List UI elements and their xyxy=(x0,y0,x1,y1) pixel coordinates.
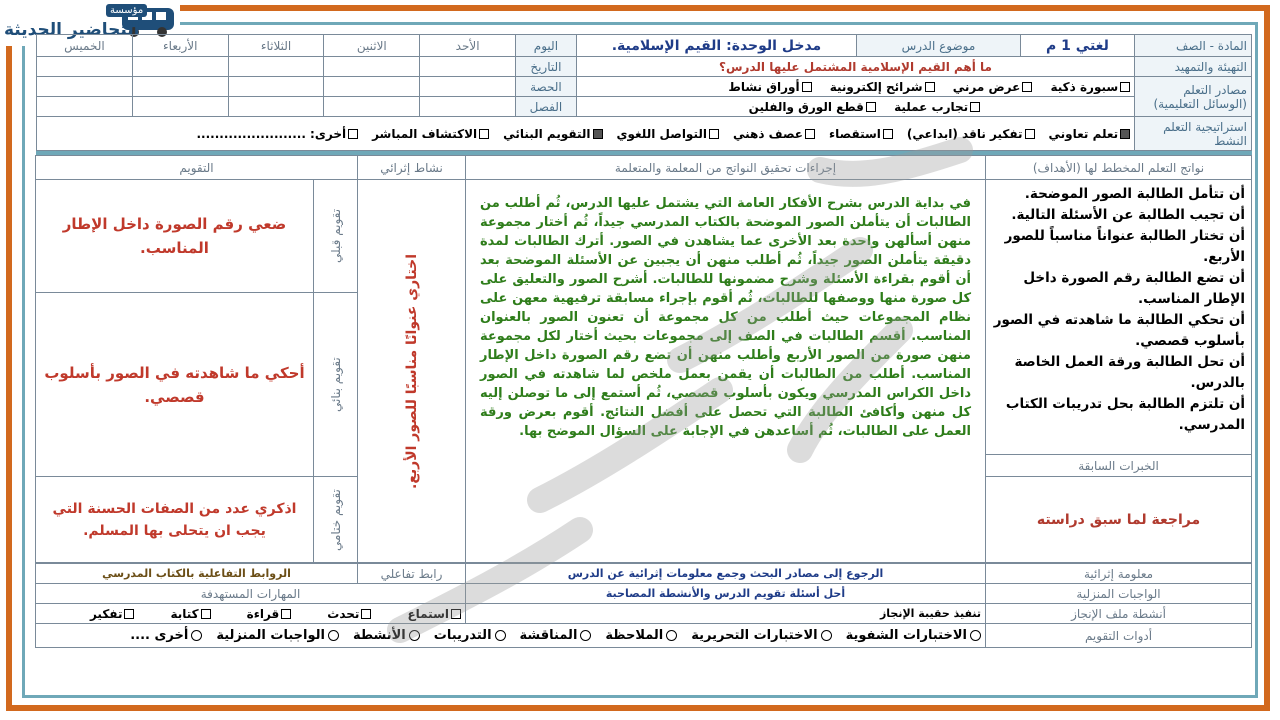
tool-radio[interactable] xyxy=(495,630,506,641)
strategy-label: استراتيجية التعلم النشط xyxy=(1135,117,1252,151)
eval-label-final-cell xyxy=(314,477,358,563)
tool-label-text: الملاحظة xyxy=(605,628,664,643)
top-table xyxy=(36,34,1252,151)
objectives-header: نواتج التعلم المخطط لها (الأهداف) xyxy=(986,156,1252,180)
tool-option xyxy=(691,628,831,643)
tool-label-text: الواجبات المنزلية xyxy=(216,628,325,643)
skill-option xyxy=(90,607,134,621)
eval-label-pre-cell xyxy=(314,180,358,293)
tool-option xyxy=(605,628,677,643)
enrich-label: معلومة إثرائية xyxy=(986,564,1252,584)
objective-item: أن تلتزم الطالبة بحل تدريبات الكتاب المدرسي. xyxy=(1005,396,1245,433)
resource-paper-cork: قطع الورق والفلين xyxy=(748,99,864,114)
objective-item: أن تحكي الطالبة ما شاهدته في الصور بأسلوب قصصي. xyxy=(993,312,1245,349)
skill-label-text: كتابة xyxy=(170,606,199,621)
checkbox-experiments[interactable] xyxy=(970,102,980,112)
day-thursday: الخميس xyxy=(37,35,133,57)
strategy-label-text: أخرى: ........................ xyxy=(196,126,347,141)
checkbox-flexible-display[interactable] xyxy=(1022,82,1032,92)
checkbox-slides[interactable] xyxy=(925,82,935,92)
link-label: رابط تفاعلي xyxy=(358,564,466,584)
day-sunday: الأحد xyxy=(420,35,516,57)
strategy-label-text: التقويم البنائي xyxy=(503,126,591,141)
resources-row-2 xyxy=(576,97,1134,117)
tool-radio[interactable] xyxy=(821,630,832,641)
skill-checkbox[interactable] xyxy=(124,609,134,619)
enrich-value: الرجوع إلى مصادر البحث وجمع معلومات إثرائية عن الدرس xyxy=(466,564,986,584)
strategy-option xyxy=(503,127,602,141)
intro-value: ما أهم القيم الإسلامية المشتمل عليها الدرس؟ xyxy=(576,57,1134,77)
eval-label-final: تقويم ختامي xyxy=(328,488,343,551)
skill-option xyxy=(407,607,461,621)
day-tuesday: الثلاثاء xyxy=(228,35,324,57)
tool-option xyxy=(216,628,339,643)
tools-label: أدوات التقويم xyxy=(986,624,1252,648)
resource-smartboard: سبورة ذكية xyxy=(1050,79,1119,94)
eval-label-pre: تقويم قبلي xyxy=(328,208,343,264)
activity-header: نشاط إثرائي xyxy=(358,156,466,180)
objective-item: أن تجيب الطالبة عن الأسئلة التالية. xyxy=(1011,207,1245,223)
main-table xyxy=(35,155,1252,563)
strategy-label-text: الاكتشاف المباشر xyxy=(372,126,478,141)
activity-cell xyxy=(358,180,466,563)
tool-radio[interactable] xyxy=(580,630,591,641)
skill-option xyxy=(170,607,210,621)
resource-flexible-display: عرض مرني xyxy=(952,79,1021,94)
strategy-option xyxy=(1049,127,1131,141)
portfolio-value: تنفيذ حقيبة الإنجاز xyxy=(466,604,986,624)
checkbox-smartboard[interactable] xyxy=(1120,82,1130,92)
strategy-checkbox[interactable] xyxy=(1120,129,1130,139)
tool-option xyxy=(434,628,506,643)
tool-radio[interactable] xyxy=(970,630,981,641)
portfolio-label: أنشطة ملف الإنجاز xyxy=(986,604,1252,624)
strategy-label-text: التواصل اللغوي xyxy=(616,126,707,141)
resource-worksheets: أوراق نشاط xyxy=(728,79,800,94)
objectives-list xyxy=(986,180,1252,455)
link-value: الروابط التفاعلية بالكتاب المدرسي xyxy=(36,564,358,584)
eval-text-pre: ضعي رقم الصورة داخل الإطار المناسب. xyxy=(36,180,314,293)
subject-label: المادة - الصف xyxy=(1135,35,1252,57)
objective-item: أن تضع الطالبة رقم الصورة داخل الإطار المناسب. xyxy=(1023,270,1245,307)
tool-label-text: الاختبارات التحريرية xyxy=(691,628,818,643)
skill-label-text: تحدث xyxy=(327,606,360,621)
strategy-label-text: عصف ذهني xyxy=(732,126,803,141)
resource-slides: شرائح إلكترونية xyxy=(829,79,923,94)
homework-label: الواجبات المنزلية xyxy=(986,584,1252,604)
strategy-option xyxy=(907,127,1035,141)
tool-label-text: الاختبارات الشفوية xyxy=(845,628,967,643)
tool-option xyxy=(130,628,202,643)
skill-label-text: قراءة xyxy=(246,606,280,621)
topic-label: موضوع الدرس xyxy=(857,35,1021,57)
tool-option xyxy=(520,628,592,643)
objective-item: أن تختار الطالبة عنواناً مناسباً للصور الأربع. xyxy=(1004,228,1245,265)
eval-label-formative-cell xyxy=(314,293,358,477)
strategy-checkbox[interactable] xyxy=(348,129,358,139)
unit-title: مدخل الوحدة: القيم الإسلامية. xyxy=(576,35,856,57)
skills-label: المهارات المستهدفة xyxy=(36,584,466,604)
day-monday: الاثنين xyxy=(324,35,420,57)
strategy-label-text: تعلم تعاوني xyxy=(1048,126,1119,141)
tool-radio[interactable] xyxy=(328,630,339,641)
class-label: الفصل xyxy=(516,97,577,117)
objective-item: أن تحل الطالبة ورقة العمل الخاصة بالدرس. xyxy=(1014,354,1245,391)
day-wednesday: الأربعاء xyxy=(132,35,228,57)
logo-top-text: مؤسسة xyxy=(106,4,147,17)
strategy-checkbox[interactable] xyxy=(805,129,815,139)
skill-label-text: تفكير xyxy=(89,606,123,621)
prior-value: مراجعة لما سبق دراسته xyxy=(986,477,1252,563)
strategy-checkbox[interactable] xyxy=(479,129,489,139)
tool-radio[interactable] xyxy=(191,630,202,641)
resource-experiments: تجارب عملية xyxy=(894,99,969,114)
eval-label-formative: تقويم بنائي xyxy=(328,357,343,412)
tool-label-text: أخرى .... xyxy=(130,628,189,643)
resources-row-1 xyxy=(576,77,1134,97)
skill-option xyxy=(327,607,371,621)
lesson-plan xyxy=(36,34,1252,686)
strategy-label-text: استقصاء xyxy=(828,126,881,141)
tool-label-text: المناقشة xyxy=(519,628,578,643)
tool-option xyxy=(353,628,420,643)
tool-label-text: التدريبات xyxy=(433,628,492,643)
resources-label: مصادر التعلم (الوسائل التعليمية) xyxy=(1135,77,1252,117)
tool-radio[interactable] xyxy=(409,630,420,641)
procedures-text: في بداية الدرس بشرح الأفكار العامة التي يشتمل عليها الدرس، ثُم أطلب من الطالبات أن يتأملن الصور الموضحة بالكتاب المدرسي جيداً، ثُم أختار مجموعة منهن أسألهن واحدة بعد الأخرى عما يشاهدن في الصور. أترك الطالبات لمدة دقيقة يتأملن الصور جيداً، ثُم أطلب منهن أن يجبين عن الأسئلة الموضحة بعد أن أقوم بقراءة الأسئلة وشرح مضمونها للطالبات. أشرح الصور والتعليق على كل صورة منها ووصفها للطالبات، ثُم أقوم بإجراء مسابقة ترفيهية معهن على نظام المجموعات حيث أطلب من كل مجموعة أن تعنون الصور بالعنوان المناسب. أقسم الطالبات في الصف إلى مجموعات بحيث أختار لكل مجموعة منهن صورة من الصور الأربع وأطلب منهن أن تضع رقم الصورة داخل الإطار المناسب. أطلب من الطالبات أن يقمن بعمل ملخص لما شاهدته في الصور داخل الكراس المدرسي ويكون بأسلوب قصصي، ثُم أستمع إلى ما توصلن إليه كل منهن وأكافئ الطالبة التي تحصل على أفضل النتائج. أقوم بعرض ورقة العمل على الطالبات، ثُم أساعدهن في الإجابة على السؤال الموضح بها. xyxy=(466,180,986,563)
tool-option xyxy=(846,628,981,643)
skill-checkbox[interactable] xyxy=(361,609,371,619)
day-label: اليوم xyxy=(516,35,577,57)
strategy-label-text: تفكير ناقد (ابداعي) xyxy=(906,126,1023,141)
checkbox-worksheets[interactable] xyxy=(802,82,812,92)
strategy-checkbox[interactable] xyxy=(709,129,719,139)
skills-row xyxy=(36,604,466,624)
intro-label: التهيئة والتمهيد xyxy=(1135,57,1252,77)
homework-value: أحل أسئلة تقويم الدرس والأنشطة المصاحبة xyxy=(466,584,986,604)
strategy-checkbox[interactable] xyxy=(593,129,603,139)
strategy-option xyxy=(372,127,489,141)
subject-value: لغتي 1 م xyxy=(1020,35,1134,57)
eval-text-final: اذكري عدد من الصفات الحسنة التي يجب ان يتحلى بها المسلم. xyxy=(36,477,314,563)
strategy-checkbox[interactable] xyxy=(1025,129,1035,139)
tools-row xyxy=(36,624,986,648)
strategy-option xyxy=(196,127,358,141)
strategy-checkbox[interactable] xyxy=(883,129,893,139)
prior-label: الخبرات السابقة xyxy=(986,455,1252,477)
strategies-row xyxy=(37,117,1135,151)
bottom-table xyxy=(35,563,1252,648)
activity-text: اختاري عنوانًا مناسبًا للصور الأربع. xyxy=(403,253,420,489)
period-label: الحصة xyxy=(516,77,577,97)
checkbox-paper-cork[interactable] xyxy=(866,102,876,112)
strategy-option xyxy=(733,127,815,141)
objective-item: أن تتأمل الطالبة الصور الموضحة. xyxy=(1024,186,1245,202)
strategy-option xyxy=(617,127,719,141)
strategy-option xyxy=(829,127,893,141)
logo-main-text: التحاضير الحديثة xyxy=(4,20,140,40)
date-label: التاريخ xyxy=(516,57,577,77)
skill-label-text: استماع xyxy=(407,606,449,621)
skill-checkbox[interactable] xyxy=(451,609,461,619)
skill-checkbox[interactable] xyxy=(281,609,291,619)
skill-option xyxy=(247,607,292,621)
tool-radio[interactable] xyxy=(666,630,677,641)
evaluation-header: التقويم xyxy=(36,156,358,180)
skill-checkbox[interactable] xyxy=(201,609,211,619)
procedures-header: إجراءات تحقيق النواتج من المعلمة والمتعلمة xyxy=(466,156,986,180)
eval-text-formative: أحكي ما شاهدته في الصور بأسلوب قصصي. xyxy=(36,293,314,477)
tool-label-text: الأنشطة xyxy=(352,628,406,643)
